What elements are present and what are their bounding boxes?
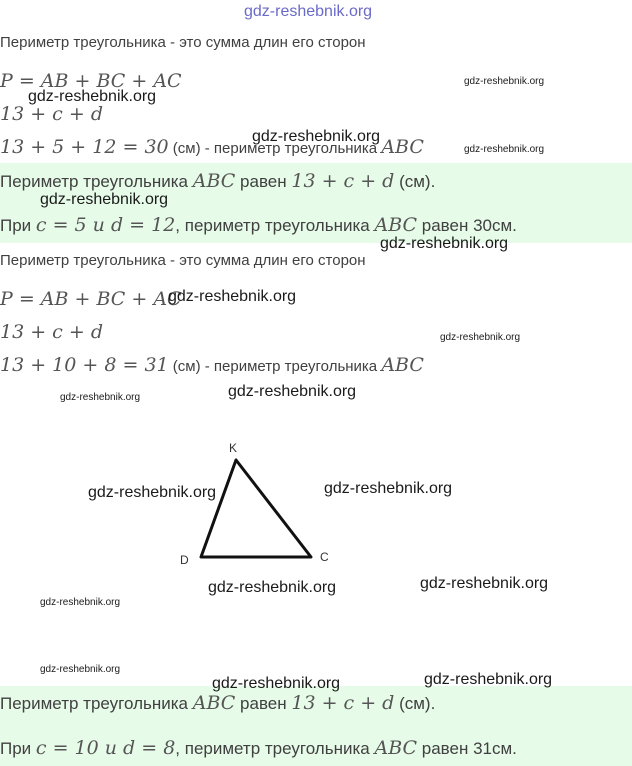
vertex-label-k: K: [229, 441, 238, 455]
result-2-answer: равен 31см.: [417, 739, 517, 758]
result-1-expr: 13 + c + d: [291, 170, 395, 192]
perimeter-formula-1: P = AB + BC + AC: [0, 70, 182, 92]
result-2-when: При: [0, 739, 36, 758]
calc-text-1: (см) - периметр треугольника: [168, 140, 382, 157]
result-1-middle: равен: [235, 172, 292, 191]
vertex-label-d: D: [180, 553, 189, 567]
result-1-prefix: Периметр треугольника: [0, 172, 193, 191]
watermark: gdz-reshebnik.org: [228, 383, 357, 400]
watermark: gdz-reshebnik.org: [168, 288, 297, 305]
triangle-kdc: [201, 460, 311, 557]
watermark: gdz-reshebnik.org: [420, 575, 549, 592]
site-header-link[interactable]: gdz-reshebnik.org: [244, 3, 373, 20]
watermark: gdz-reshebnik.org: [40, 597, 121, 608]
result-1-suffix: (см).: [394, 172, 436, 191]
result-2-suffix: (см).: [394, 694, 436, 713]
calc-name-1: ABC: [381, 136, 424, 158]
calc-math-2: 13 + 10 + 8 = 31: [0, 354, 169, 376]
result-1-name-2: ABC: [374, 214, 418, 236]
vertex-label-c: C: [320, 550, 329, 564]
definition-text-1: Периметр треугольника - это сумма длин его сторон: [0, 34, 366, 51]
watermark: gdz-reshebnik.org: [212, 675, 341, 692]
watermark: gdz-reshebnik.org: [28, 88, 157, 105]
watermark: gdz-reshebnik.org: [252, 128, 381, 145]
perimeter-expression-2: 13 + c + d: [0, 321, 103, 343]
result-2-line-1: [0, 692, 435, 714]
watermark: gdz-reshebnik.org: [464, 144, 545, 155]
watermark: gdz-reshebnik.org: [380, 235, 509, 252]
calc-name-2: ABC: [381, 354, 424, 376]
watermark: gdz-reshebnik.org: [324, 480, 453, 497]
result-1-name: ABC: [192, 170, 236, 192]
result-2-line-2: [0, 737, 517, 759]
watermark: gdz-reshebnik.org: [40, 191, 169, 208]
watermark: gdz-reshebnik.org: [464, 76, 545, 87]
result-2-prefix: Периметр треугольника: [0, 694, 193, 713]
result-2-expr: 13 + c + d: [291, 692, 395, 714]
watermark: gdz-reshebnik.org: [424, 671, 553, 688]
result-2-middle: равен: [235, 694, 292, 713]
result-2-name-2: ABC: [374, 737, 418, 759]
watermark: gdz-reshebnik.org: [440, 332, 521, 343]
result-2-mid2: , периметр треугольника: [175, 739, 375, 758]
watermark: gdz-reshebnik.org: [60, 392, 141, 403]
result-1-when: При: [0, 216, 36, 235]
perimeter-expression-1: 13 + c + d: [0, 103, 103, 125]
definition-text-2: Периметр треугольника - это сумма длин его сторон: [0, 252, 366, 269]
watermark: gdz-reshebnik.org: [208, 579, 337, 596]
perimeter-formula-2: P = AB + BC + AC: [0, 288, 182, 310]
watermark: gdz-reshebnik.org: [40, 664, 121, 675]
result-2-condition: c = 10 и d = 8: [35, 737, 176, 759]
result-2-name: ABC: [192, 692, 236, 714]
watermark: gdz-reshebnik.org: [88, 484, 217, 501]
calc-text-2: (см) - периметр треугольника: [168, 358, 382, 375]
result-1-mid2: , периметр треугольника: [175, 216, 375, 235]
calc-math-1: 13 + 5 + 12 = 30: [0, 136, 169, 158]
result-1-condition: c = 5 и d = 12: [35, 214, 176, 236]
result-1-answer: равен 30см.: [417, 216, 517, 235]
